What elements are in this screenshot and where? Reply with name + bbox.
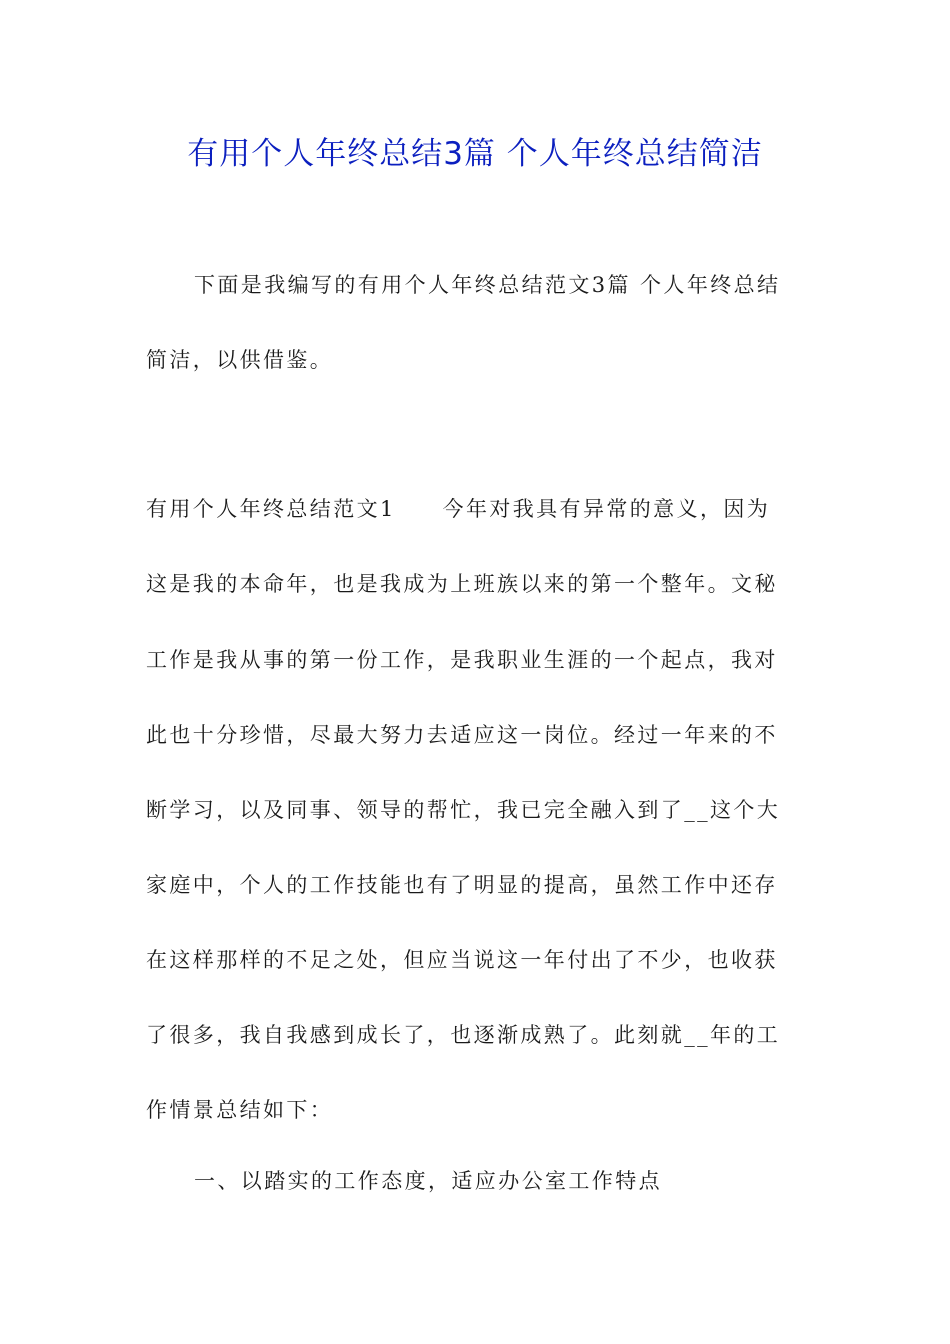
body-line: 工作是我从事的第一份工作，是我职业生涯的一个起点，我对: [146, 648, 778, 672]
body-line: 家庭中，个人的工作技能也有了明显的提高，虽然工作中还存: [146, 873, 778, 897]
body-line: 此也十分珍惜，尽最大努力去适应这一岗位。经过一年来的不: [146, 723, 778, 747]
body-line: 这是我的本命年，也是我成为上班族以来的第一个整年。文秘: [146, 572, 778, 596]
body-line: 作情景总结如下：: [146, 1098, 334, 1122]
intro-line: 简洁，以供借鉴。: [146, 348, 334, 372]
body-line: 断学习，以及同事、领导的帮忙，我已完全融入到了__这个大: [146, 798, 781, 822]
body-line: 了很多，我自我感到成长了，也逐渐成熟了。此刻就__年的工: [146, 1023, 781, 1047]
body-line: 有用个人年终总结范文1 今年对我具有异常的意义，因为: [146, 497, 771, 521]
section-heading: 一、以踏实的工作态度，适应办公室工作特点: [194, 1169, 662, 1193]
document-title: 有用个人年终总结3篇 个人年终总结简洁: [187, 136, 763, 172]
body-line: 在这样那样的不足之处，但应当说这一年付出了不少，也收获: [146, 948, 778, 972]
intro-line: 下面是我编写的有用个人年终总结范文3篇 个人年终总结: [194, 273, 781, 297]
